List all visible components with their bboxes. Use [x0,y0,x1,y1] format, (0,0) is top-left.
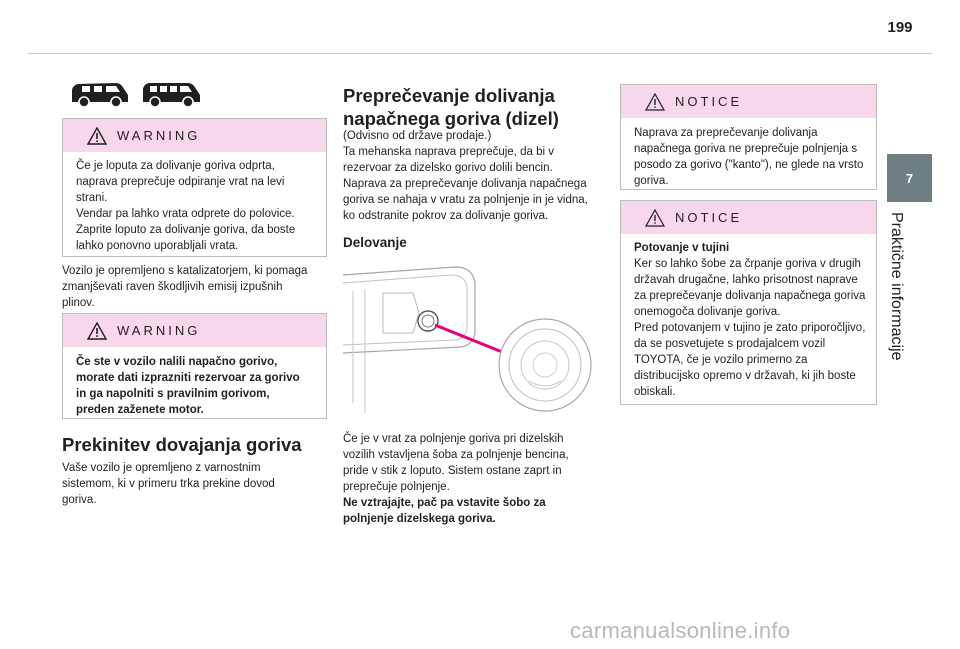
paragraph-line: Vaše vozilo je opremljeno z varnostnim [62,462,261,474]
paragraph-line: Če je v vrat za polnjenje goriva pri dizelskih [343,433,564,445]
paragraph-line: zmanjševati raven škodljivih emisij izpušnih [62,281,283,293]
watermark: carmanualsonline.info [570,618,791,643]
notice-line: TOYOTA, če je vozilo primerno za [634,354,808,366]
notice-title: NOTICE [675,210,743,225]
notice-line: Ker so lahko šobe za črpanje goriva v drugih [634,258,861,270]
van-icon [68,80,130,108]
paragraph-line: (Odvisno od države prodaje.) [343,130,492,142]
filler-neck-illustration [343,263,601,418]
notice-header [621,201,876,234]
section-heading-fuel-cutoff: Prekinitev dovajanja goriva [62,434,302,455]
heading-line: napačnega goriva (dizel) [343,108,559,129]
paragraph-line: goriva. [62,494,97,506]
notice-line: onemogoča dolivanje goriva. [634,306,781,318]
notice-title: NOTICE [675,94,743,109]
notice-box-canister [620,84,877,190]
notice-line: distribucijsko opremo v državah, ki jih boste [634,370,856,382]
misfuel-body [343,431,603,527]
fuel-cutoff-text [62,460,327,508]
notice-body [621,234,876,406]
misfuel-intro [343,128,603,224]
warning-header [63,314,326,347]
warning-line: in ga napolniti s pravilnim gorivom, [76,388,270,400]
notice-subtitle: Potovanje v tujini [634,242,730,254]
notice-body [621,118,876,195]
warning-triangle-icon [87,322,107,340]
warning-triangle-icon [87,127,107,145]
notice-line: Naprava za preprečevanje dolivanja [634,127,818,139]
vehicle-icons [68,80,208,110]
warning-body [63,347,326,424]
warning-line: naprava preprečuje odpiranje vrat na levi [76,176,285,188]
warning-title: WARNING [117,128,201,143]
paragraph-line: Ta mehanska naprava preprečuje, da bi v [343,146,554,158]
notice-line: državah drugačne, lahko prisotnost naprave [634,274,858,286]
paragraph-line: Vozilo je opremljeno s katalizatorjem, ki pomaga [62,265,308,277]
paragraph-line: preprečuje polnjenje. [343,481,450,493]
notice-line: posodo za gorivo ("kanto"), ne glede na vrsto [634,159,864,171]
notice-triangle-icon [645,209,665,227]
paragraph-line: plinov. [62,297,95,309]
paragraph-line: Naprava za preprečevanje dolivanja napačnega [343,178,587,190]
paragraph-line: vozilih vstavljena šoba za polnjenje bencina, [343,449,569,461]
notice-line: obiskali. [634,386,676,398]
notice-line: napačnega goriva ne preprečuje polnjenja s [634,143,858,155]
warning-line: strani. [76,192,108,204]
heading-line: Preprečevanje dolivanja [343,85,555,106]
warning-line: morate dati izprazniti rezervoar za gorivo [76,372,300,384]
warning-box-fuel [62,313,327,419]
paragraph-line: pride v stik z loputo. Sistem ostane zaprt in [343,465,562,477]
warning-body [63,152,326,260]
subheading-operation: Delovanje [343,235,407,250]
chapter-label-text: Praktične informacije [888,212,906,361]
warning-line: preden zaženete motor. [76,404,204,416]
warning-line: Zaprite loputo za dolivanje goriva, da boste [76,224,296,236]
warning-title: WARNING [117,323,201,338]
top-rule [28,53,932,54]
warning-header [63,119,326,152]
section-heading-misfuel [343,84,603,130]
van-long-icon [140,80,202,108]
notice-header [621,85,876,118]
paragraph-line-bold: Ne vztrajajte, pač pa vstavite šobo za [343,497,546,509]
chapter-tab[interactable]: 7 [887,154,932,202]
chapter-label [887,212,932,372]
paragraph-line: ko odstranite pokrov za dolivanje goriva. [343,210,549,222]
page-number: 199 [887,19,913,36]
warning-line: lahko ponovno uporabljali vrata. [76,240,239,252]
notice-line: za preprečevanje dolivanja napačnega goriva [634,290,866,302]
notice-line: da se posvetujete s prodajalcem vozil [634,338,826,350]
catalyst-paragraph [62,263,327,311]
warning-line: Vendar pa lahko vrata odprete do polovice. [76,208,295,220]
warning-line: Če ste v vozilo nalili napačno gorivo, [76,356,278,368]
notice-triangle-icon [645,93,665,111]
paragraph-line: rezervoar za dizelsko gorivo dolili bencin. [343,162,553,174]
warning-line: Če je loputa za dolivanje goriva odprta, [76,160,275,172]
warning-box-door [62,118,327,257]
notice-line: Pred potovanjem v tujino je zato priporočljivo, [634,322,866,334]
paragraph-line-bold: polnjenje dizelskega goriva. [343,513,496,525]
paragraph-line: sistemom, ki v primeru trka prekine dovod [62,478,275,490]
notice-line: goriva. [634,175,669,187]
notice-box-travel [620,200,877,405]
paragraph-line: goriva se nahaja v vratu za polnjenje in je vidna, [343,194,588,206]
